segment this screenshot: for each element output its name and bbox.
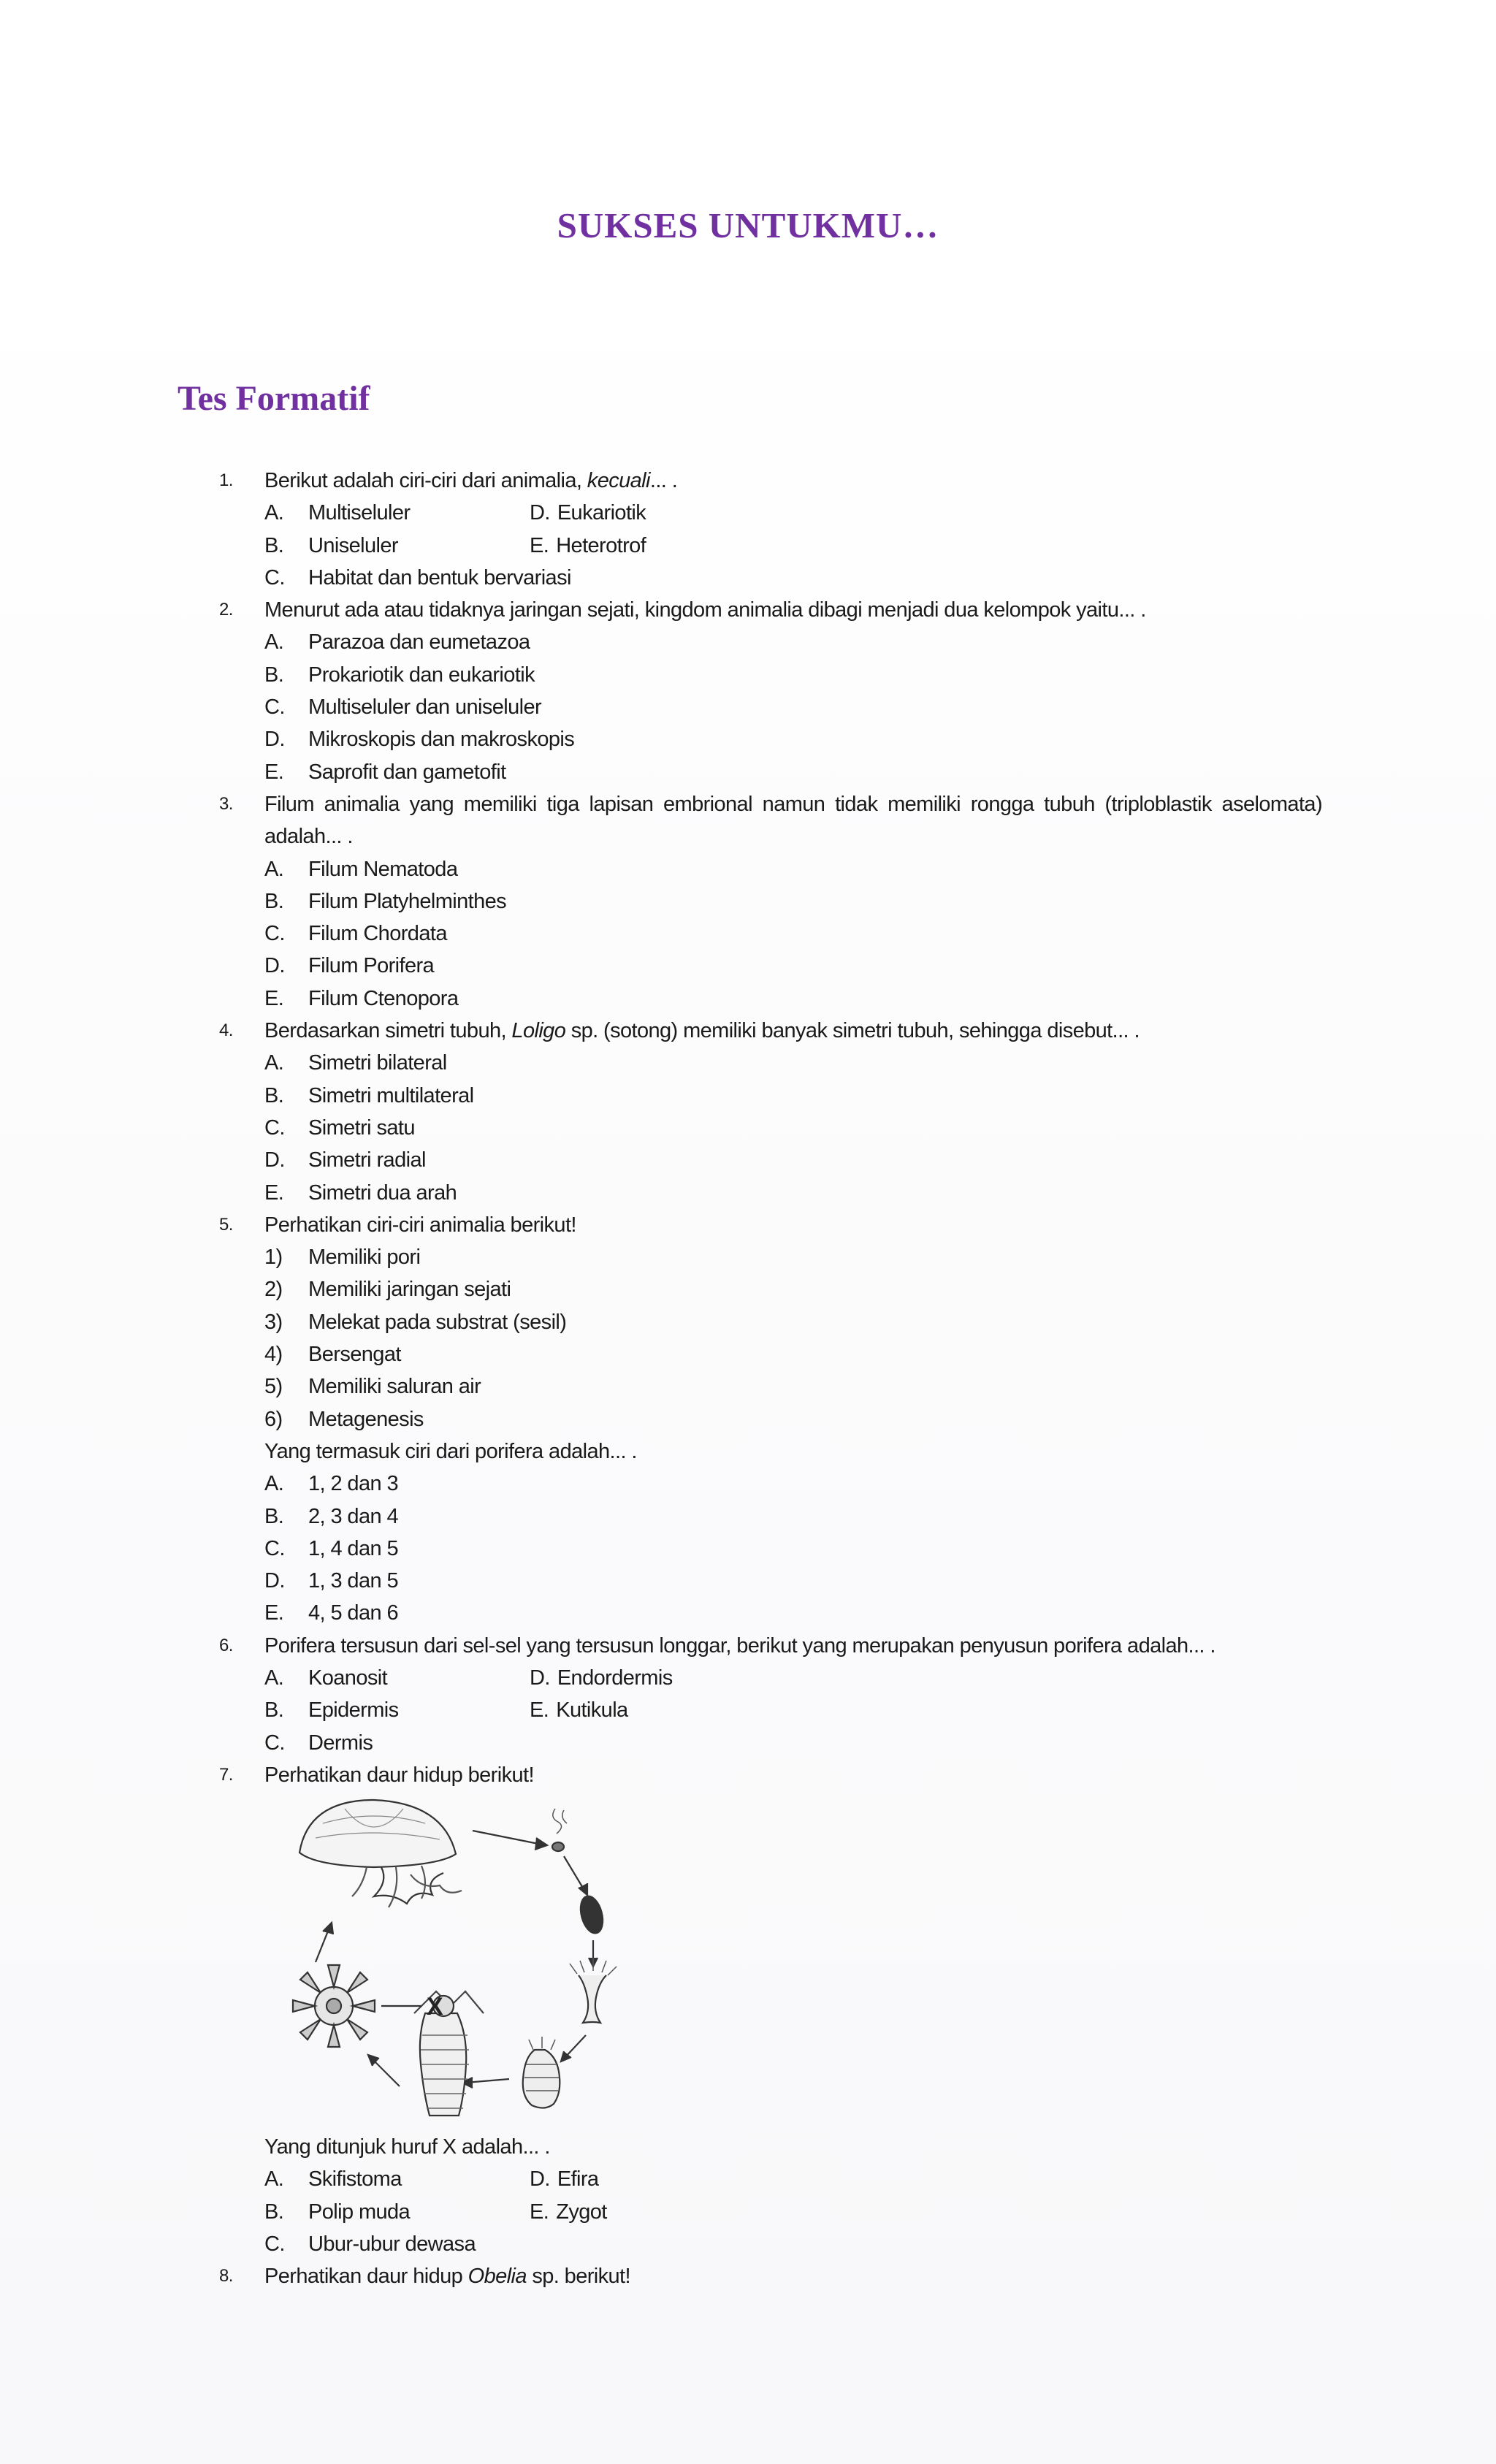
option-text: Zygot xyxy=(556,2200,607,2224)
option-c xyxy=(264,1727,1322,1759)
option-a xyxy=(264,1662,530,1694)
option-row xyxy=(264,1694,1322,1726)
option-letter: D. xyxy=(530,501,550,525)
option-letter: E. xyxy=(530,1698,549,1723)
option-row xyxy=(264,2163,1322,2195)
option-text: Prokariotik dan eukariotik xyxy=(308,663,535,687)
option-text: Filum Nematoda xyxy=(308,857,458,881)
question-text: Porifera tersusun dari sel-sel yang tersusun longgar, berikut yang merupakan penyusun porifera adalah... . xyxy=(264,1633,1216,1658)
option-text: Simetri satu xyxy=(308,1115,415,1140)
option-letter: B. xyxy=(264,1083,284,1107)
option-text: Simetri dua arah xyxy=(308,1180,457,1205)
question-number: 7. xyxy=(219,1764,233,1785)
question-text-part: Berikut adalah ciri-ciri dari animalia, xyxy=(264,469,587,492)
option-b xyxy=(264,1080,1322,1112)
option-letter: D. xyxy=(264,954,285,978)
option-letter: A. xyxy=(264,2167,284,2192)
question-text-emphasis: Loligo xyxy=(511,1019,566,1043)
option-a xyxy=(264,497,530,529)
option-e xyxy=(530,530,646,562)
option-a xyxy=(264,1047,1322,1079)
page-title: SUKSES UNTUKMU… xyxy=(557,205,939,245)
option-letter: D. xyxy=(264,728,285,752)
option-letter: A. xyxy=(264,1666,284,1690)
option-b xyxy=(264,530,530,562)
option-e xyxy=(264,756,1322,788)
question-6 xyxy=(219,1630,1322,1759)
option-text: Habitat dan bentuk bervariasi xyxy=(308,565,571,590)
question-number: 5. xyxy=(219,1214,233,1235)
question-1 xyxy=(219,465,1322,594)
question-text-part: Berdasarkan simetri tubuh, xyxy=(264,1019,512,1043)
option-letter: B. xyxy=(264,889,284,913)
option-c xyxy=(264,2228,1322,2260)
option-text: Simetri multilateral xyxy=(308,1083,474,1107)
question-5 xyxy=(219,1209,1322,1630)
question-text-part: ... . xyxy=(649,469,678,492)
option-text: Skifistoma xyxy=(308,2167,402,2192)
option-text: 2, 3 dan 4 xyxy=(308,1504,398,1528)
option-row xyxy=(264,2196,1322,2228)
section-heading: Tes Formatif xyxy=(178,379,370,418)
option-e xyxy=(264,1597,1322,1629)
list-item xyxy=(264,1403,1322,1435)
option-letter: E. xyxy=(264,760,284,784)
list-item-text: Memiliki pori xyxy=(308,1246,421,1270)
option-letter: C. xyxy=(264,1536,285,1560)
option-d xyxy=(530,2163,598,2195)
option-letter: A. xyxy=(264,1051,284,1075)
option-text: Filum Ctenopora xyxy=(308,986,459,1010)
list-item-number: 3) xyxy=(264,1310,283,1334)
option-c xyxy=(264,562,1322,594)
option-text: Simetri bilateral xyxy=(308,1051,447,1075)
list-item xyxy=(264,1306,1322,1338)
option-letter: B. xyxy=(264,663,284,687)
question-text: Menurut ada atau tidaknya jaringan sejati, kingdom animalia dibagi menjadi dua kelompok yaitu... . xyxy=(264,598,1146,622)
question-number: 1. xyxy=(219,470,233,490)
question-3 xyxy=(219,788,1322,1015)
option-text: Eukariotik xyxy=(557,501,646,525)
option-text: Simetri radial xyxy=(308,1148,426,1172)
option-c xyxy=(264,1533,1322,1565)
question-text-part: Perhatikan daur hidup xyxy=(264,2265,468,2289)
option-letter: C. xyxy=(264,1115,285,1140)
list-item-text: Melekat pada substrat (sesil) xyxy=(308,1310,567,1334)
option-text: Epidermis xyxy=(308,1698,399,1723)
option-text: Efira xyxy=(557,2167,599,2192)
question-number: 8. xyxy=(219,2266,233,2286)
option-c xyxy=(264,918,1322,950)
option-text: Koanosit xyxy=(308,1666,388,1690)
question-text-part: sp. (sotong) memiliki banyak simetri tubuh, sehingga disebut... . xyxy=(565,1019,1140,1043)
option-letter: D. xyxy=(530,2167,550,2192)
question-8 xyxy=(219,2260,1322,2292)
option-b xyxy=(264,1694,530,1726)
option-text: Dermis xyxy=(308,1731,373,1755)
option-row xyxy=(264,1662,1322,1694)
option-text: Ubur-ubur dewasa xyxy=(308,2232,476,2257)
option-text: 1, 4 dan 5 xyxy=(308,1536,398,1560)
option-letter: B. xyxy=(264,2200,284,2224)
option-letter: C. xyxy=(264,922,285,946)
option-d xyxy=(530,497,646,529)
option-text: Multiseluler dan uniseluler xyxy=(308,695,542,720)
option-text: 1, 3 dan 5 xyxy=(308,1569,398,1593)
option-row xyxy=(264,530,1322,562)
question-4 xyxy=(219,1015,1322,1209)
question-text: Perhatikan ciri-ciri animalia berikut! xyxy=(264,1213,576,1237)
option-d xyxy=(530,1662,673,1694)
option-letter: A. xyxy=(264,1472,284,1496)
option-b xyxy=(264,659,1322,691)
question-number: 2. xyxy=(219,600,233,620)
life-cycle-figure xyxy=(264,1791,1322,2131)
list-item-number: 6) xyxy=(264,1407,283,1431)
option-e xyxy=(264,1177,1322,1209)
list-item-number: 5) xyxy=(264,1375,283,1399)
option-letter: D. xyxy=(530,1666,550,1690)
question-number: 4. xyxy=(219,1021,233,1041)
option-text: 4, 5 dan 6 xyxy=(308,1601,398,1625)
option-letter: C. xyxy=(264,695,285,720)
option-text: Polip muda xyxy=(308,2200,411,2224)
option-letter: B. xyxy=(264,533,284,557)
option-b xyxy=(264,2196,530,2228)
option-text: Uniseluler xyxy=(308,533,398,557)
option-letter: E. xyxy=(264,986,284,1010)
list-item-text: Metagenesis xyxy=(308,1407,424,1431)
list-item xyxy=(264,1273,1322,1305)
option-text: Filum Platyhelminthes xyxy=(308,889,507,913)
list-item-number: 4) xyxy=(264,1343,283,1367)
question-text-emphasis: kecuali xyxy=(587,469,650,492)
option-b xyxy=(264,1500,1322,1533)
jellyfish-life-cycle-illustration xyxy=(264,1794,630,2130)
option-letter: D. xyxy=(264,1569,285,1593)
option-text: Parazoa dan eumetazoa xyxy=(308,630,530,655)
option-text: Saprofit dan gametofit xyxy=(308,760,506,784)
option-letter: C. xyxy=(264,565,285,590)
list-item-number: 1) xyxy=(264,1246,283,1270)
question-number: 6. xyxy=(219,1635,233,1655)
figure-marker-label: X xyxy=(427,1993,443,2021)
option-letter: A. xyxy=(264,857,284,881)
option-a xyxy=(264,853,1322,885)
option-d xyxy=(264,1144,1322,1176)
option-b xyxy=(264,885,1322,918)
option-text: 1, 2 dan 3 xyxy=(308,1472,398,1496)
option-e xyxy=(264,983,1322,1015)
option-text: Endordermis xyxy=(557,1666,673,1690)
option-text: Filum Porifera xyxy=(308,954,435,978)
option-text: Multiseluler xyxy=(308,501,411,525)
question-text xyxy=(264,465,1322,497)
option-letter: D. xyxy=(264,1148,285,1172)
option-letter: E. xyxy=(264,1601,284,1625)
question-text-emphasis: Obelia xyxy=(468,2265,527,2289)
quiz-list xyxy=(219,465,1322,2293)
list-item xyxy=(264,1370,1322,1403)
question-text-part: sp. berikut! xyxy=(526,2265,630,2289)
option-a xyxy=(264,626,1322,658)
question-7 xyxy=(219,1759,1322,2260)
option-letter: C. xyxy=(264,1731,285,1755)
option-c xyxy=(264,1112,1322,1144)
question-text xyxy=(264,2260,1322,2292)
question-prompt: Yang termasuk ciri dari porifera adalah... . xyxy=(264,1439,637,1463)
option-a xyxy=(264,2163,530,2195)
option-text: Mikroskopis dan makroskopis xyxy=(308,728,575,752)
option-text: Heterotrof xyxy=(556,533,646,557)
option-letter: C. xyxy=(264,2232,285,2257)
option-d xyxy=(264,950,1322,982)
list-item-text: Memiliki jaringan sejati xyxy=(308,1278,511,1302)
question-number: 3. xyxy=(219,793,233,814)
list-item xyxy=(264,1338,1322,1370)
question-prompt: Yang ditunjuk huruf X adalah... . xyxy=(264,2135,550,2159)
option-letter: A. xyxy=(264,630,284,655)
list-item-number: 2) xyxy=(264,1278,283,1302)
option-d xyxy=(264,723,1322,755)
list-item-text: Memiliki saluran air xyxy=(308,1375,481,1399)
option-e xyxy=(530,2196,607,2228)
option-letter: E. xyxy=(530,2200,549,2224)
option-letter: B. xyxy=(264,1504,284,1528)
option-e xyxy=(530,1694,628,1726)
option-letter: A. xyxy=(264,501,284,525)
option-letter: E. xyxy=(264,1180,284,1205)
question-text: Filum animalia yang memiliki tiga lapisan embrional namun tidak memiliki rongga tubuh (triploblastik aselomata) adalah... . xyxy=(264,792,1322,849)
option-letter: B. xyxy=(264,1698,284,1723)
option-letter: E. xyxy=(530,533,549,557)
list-item-text: Bersengat xyxy=(308,1343,401,1367)
option-c xyxy=(264,691,1322,723)
option-a xyxy=(264,1468,1322,1500)
option-d xyxy=(264,1565,1322,1597)
option-text: Filum Chordata xyxy=(308,922,447,946)
question-text xyxy=(264,1015,1322,1047)
option-text: Kutikula xyxy=(556,1698,628,1723)
option-row xyxy=(264,497,1322,529)
question-text: Perhatikan daur hidup berikut! xyxy=(264,1763,534,1787)
list-item xyxy=(264,1241,1322,1273)
question-2 xyxy=(219,594,1322,788)
